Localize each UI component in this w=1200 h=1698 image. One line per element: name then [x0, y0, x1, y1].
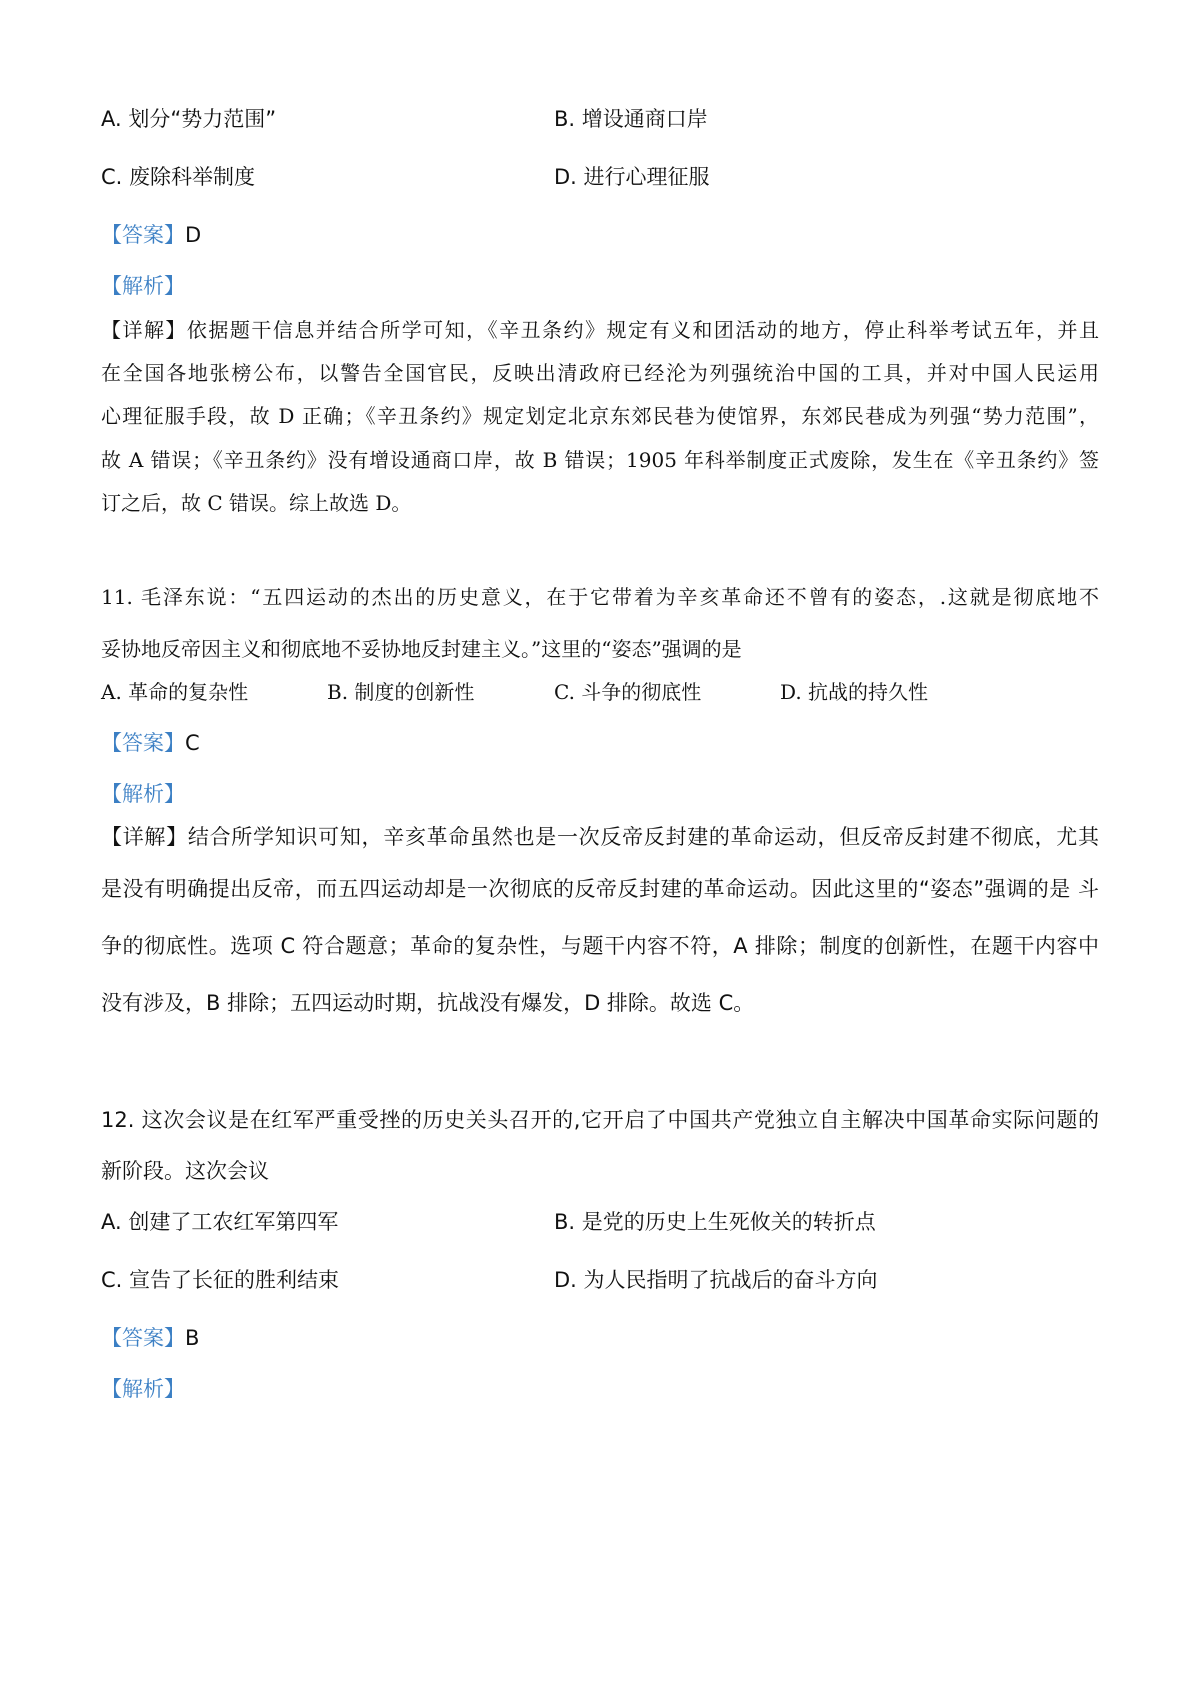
answer-value: D [185, 223, 202, 247]
q12-option-d: D. 为人民指明了抗战后的奋斗方向 [554, 1268, 878, 1292]
q12-stem-line-1: 12. 这次会议是在红军严重受挫的历史关头召开的,它开启了中国共产党独立自主解决中国革命实际问题的 [101, 1108, 1099, 1132]
detail-tag: 【详解】 [101, 825, 188, 849]
q10-option-a: A. 划分“势力范围” [101, 107, 277, 131]
q10-option-c: C. 废除科举制度 [101, 165, 256, 189]
q11-option-b: B. 制度的创新性 [327, 680, 475, 704]
q12-option-a: A. 创建了工农红军第四军 [101, 1210, 339, 1234]
q11-stem-line-2: 妥协地反帝因主义和彻底地不妥协地反封建主义。”这里的“姿态”强调的是 [101, 637, 742, 661]
q10-detail-line-3: 心理征服手段，故 D 正确；《辛丑条约》规定划定北京东郊民巷为使馆界，东郊民巷成为列强“势力范围”， [101, 404, 1099, 428]
q12-analysis-tag: 【解析】 [101, 1377, 185, 1401]
q10-analysis-tag: 【解析】 [101, 274, 185, 298]
q11-detail-line-3: 争的彻底性。选项 C 符合题意；革命的复杂性，与题干内容不符，A 排除；制度的创新性，在题干内容中 [101, 934, 1099, 958]
answer-value: C [185, 731, 200, 755]
q11-detail-line-4: 没有涉及，B 排除；五四运动时期，抗战没有爆发，D 排除。故选 C。 [101, 991, 755, 1015]
q10-detail-line-2: 在全国各地张榜公布，以警告全国官民，反映出清政府已经沦为列强统治中国的工具，并对中国人民运用 [101, 361, 1099, 385]
q10-detail-line-4: 故 A 错误；《辛丑条约》没有增设通商口岸，故 B 错误；1905 年科举制度正式废除，发生在《辛丑条约》签 [101, 448, 1099, 472]
answer-tag: 【答案】 [101, 1326, 185, 1350]
q11-stem-line-1: 11. 毛泽东说：“五四运动的杰出的历史意义，在于它带着为辛亥革命还不曾有的姿态，.这就是彻底地不 [101, 585, 1099, 609]
answer-tag: 【答案】 [101, 731, 185, 755]
q11-option-a: A. 革命的复杂性 [101, 680, 249, 704]
q11-option-c: C. 斗争的彻底性 [554, 680, 702, 704]
q10-option-d: D. 进行心理征服 [554, 165, 710, 189]
q10-detail-line-1 [101, 314, 1099, 343]
q11-answer [101, 727, 200, 757]
q10-detail-line-5: 订之后，故 C 错误。综上故选 D。 [101, 491, 412, 515]
q11-analysis-tag: 【解析】 [101, 782, 185, 806]
q10-answer [101, 219, 201, 249]
detail-tag: 【详解】 [101, 318, 187, 342]
detail-text: 结合所学知识可知，辛亥革命虽然也是一次反帝反封建的革命运动，但反帝反封建不彻底，尤其 [187, 825, 1100, 849]
q11-option-d: D. 抗战的持久性 [780, 680, 929, 704]
q11-detail-line-1 [101, 821, 1099, 851]
q12-option-c: C. 宣告了长征的胜利结束 [101, 1268, 340, 1292]
q12-option-b: B. 是党的历史上生死攸关的转折点 [554, 1210, 876, 1234]
answer-tag: 【答案】 [101, 223, 185, 247]
detail-text: 依据题干信息并结合所学可知，《辛丑条约》规定有义和团活动的地方，停止科举考试五年，并且 [186, 318, 1100, 342]
q10-option-b: B. 增设通商口岸 [554, 107, 708, 131]
q11-detail-line-2: 是没有明确提出反帝，而五四运动却是一次彻底的反帝反封建的革命运动。因此这里的“姿态”强调的是 斗 [101, 877, 1099, 901]
q12-stem-line-2: 新阶段。这次会议 [101, 1159, 269, 1183]
q12-answer [101, 1322, 199, 1352]
answer-value: B [185, 1326, 200, 1350]
